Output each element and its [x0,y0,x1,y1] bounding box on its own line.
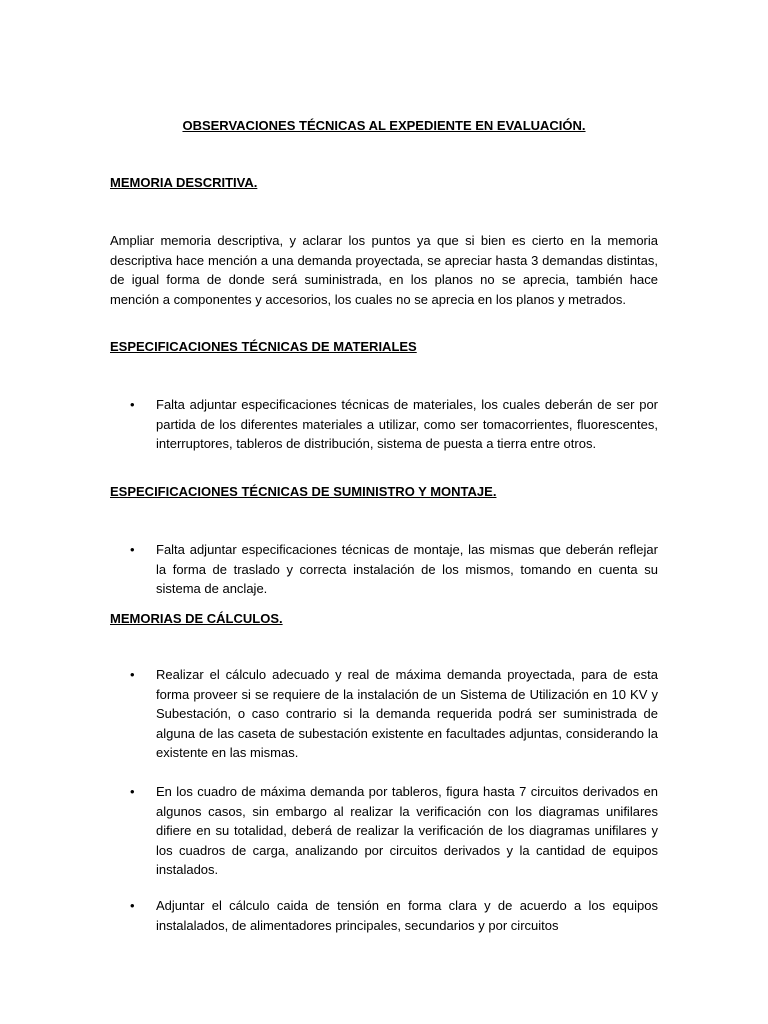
section-heading-especificaciones-suministro-montaje: ESPECIFICACIONES TÉCNICAS DE SUMINISTRO Y MONTAJE. [110,484,497,499]
section-heading-especificaciones-materiales: ESPECIFICACIONES TÉCNICAS DE MATERIALES [110,339,417,354]
bullet-icon: • [130,667,135,682]
section-heading-memoria-descriptiva: MEMORIA DESCRITIVA. [110,175,258,190]
document-title: OBSERVACIONES TÉCNICAS AL EXPEDIENTE EN EVALUACIÓN. [182,118,586,133]
bullet-icon: • [130,898,135,913]
bullet-icon: • [130,784,135,799]
section-paragraph-memoria-descriptiva: Ampliar memoria descriptiva, y aclarar los puntos ya que si bien es cierto en la memoria descriptiva hace mención a una demanda proyectada, se apreciar hasta 3 demandas distintas, de igual forma de donde será suministrada, en los planos no se aprecia, también hace mención a componentes y accesorios, los cuales no se aprecia en los planos y metrados. [110,233,658,307]
section-heading-memorias-calculos: MEMORIAS DE CÁLCULOS. [110,611,283,626]
list-item-text: En los cuadro de máxima demanda por tableros, figura hasta 7 circuitos derivados en algunos casos, sin embargo al realizar la verificación con los diagramas unifilares difiere en su totalidad, deberá de realizar la verificación de los diagramas unifilares y los cuadros de carga, analizando por circuitos derivados y la cantidad de equipos instalados. [156,784,658,877]
list-item-text: Realizar el cálculo adecuado y real de máxima demanda proyectada, para de esta forma proveer si se requiere de la instalación de un Sistema de Utilización en 10 KV y Subestación, o caso contrario si la demanda requerida podrá ser suministrada de alguna de las caseta de subestación existente en facultades adjuntas, considerando la existente en las mismas. [156,667,658,760]
list-item-text: Falta adjuntar especificaciones técnicas de materiales, los cuales deberán de ser por partida de los diferentes materiales a utilizar, como ser tomacorrientes, fluorescentes, interruptores, tableros de distribución, sistema de puesta a tierra entre otros. [156,397,658,451]
list-item-text: Falta adjuntar especificaciones técnicas de montaje, las mismas que deberán reflejar la forma de traslado y correcta instalación de los mismos, tomando en cuenta su sistema de anclaje. [156,542,658,596]
bullet-icon: • [130,542,135,557]
list-item-text: Adjuntar el cálculo caida de tensión en forma clara y de acuerdo a los equipos instalalados, de alimentadores principales, secundarios y por circuitos [156,898,658,933]
bullet-icon: • [130,397,135,412]
